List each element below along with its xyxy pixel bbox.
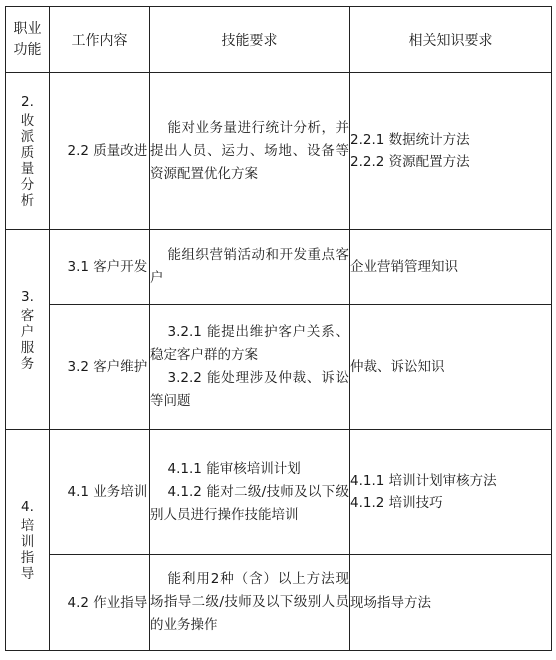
header-knowledge: 相关知识要求 [350, 7, 552, 73]
skill-requirements [150, 73, 350, 230]
skill-item: 能对业务量进行统计分析，并提出人员、运力、场地、设备等资源配置优化方案 [150, 119, 349, 182]
knowledge-item: 企业营销管理知识 [350, 259, 458, 275]
knowledge-requirements [350, 555, 552, 651]
table-row [6, 230, 552, 305]
skill-requirements [150, 230, 350, 305]
function-number: 3. [21, 288, 34, 305]
standards-table [5, 6, 552, 651]
table-row [6, 555, 552, 651]
header-row [6, 7, 552, 73]
skill-item: 能利用2种（含）以上方法现场指导二级/技师及以下级别人员的业务操作 [150, 571, 349, 633]
skill-item: 3.2.1 能提出维护客户关系、稳定客户群的方案 [150, 324, 349, 363]
knowledge-requirements [350, 430, 552, 555]
work-content: 4.2 作业指导 [50, 555, 150, 651]
knowledge-item: 2.2.1 数据统计方法 [350, 132, 470, 148]
work-content: 3.2 客户维护 [50, 305, 150, 430]
header-function: 职业功能 [6, 7, 50, 73]
skill-requirements [150, 305, 350, 430]
skill-requirements [150, 555, 350, 651]
knowledge-requirements [350, 230, 552, 305]
table-row [6, 305, 552, 430]
skill-item: 4.1.2 能对二级/技师及以下级别人员进行操作技能培训 [150, 483, 349, 523]
skill-item: 3.2.2 能处理涉及仲裁、诉讼等问题 [150, 370, 349, 409]
knowledge-item: 4.1.2 培训技巧 [350, 495, 443, 511]
function-name: 客户服务 [20, 307, 35, 372]
header-content: 工作内容 [50, 7, 150, 73]
function-name: 培训指导 [20, 518, 35, 582]
knowledge-item: 4.1.1 培训计划审核方法 [350, 473, 497, 489]
knowledge-requirements [350, 73, 552, 230]
function-cell [6, 430, 50, 651]
table-row [6, 73, 552, 230]
header-skills: 技能要求 [150, 7, 350, 73]
knowledge-requirements [350, 305, 552, 430]
function-name: 收派质量分析 [20, 113, 35, 209]
work-content: 2.2 质量改进 [50, 73, 150, 230]
table-row [6, 430, 552, 555]
skill-item: 4.1.1 能审核培训计划 [167, 460, 301, 477]
function-cell [6, 73, 50, 230]
work-content: 4.1 业务培训 [50, 430, 150, 555]
knowledge-item: 仲裁、诉讼知识 [350, 359, 445, 375]
work-content: 3.1 客户开发 [50, 230, 150, 305]
knowledge-item: 2.2.2 资源配置方法 [350, 154, 470, 170]
function-number: 4. [21, 499, 34, 515]
function-cell [6, 230, 50, 430]
skill-item: 能组织营销活动和开发重点客户 [150, 247, 349, 286]
function-number: 2. [21, 94, 34, 110]
knowledge-item: 现场指导方法 [350, 594, 431, 611]
skill-requirements [150, 430, 350, 555]
